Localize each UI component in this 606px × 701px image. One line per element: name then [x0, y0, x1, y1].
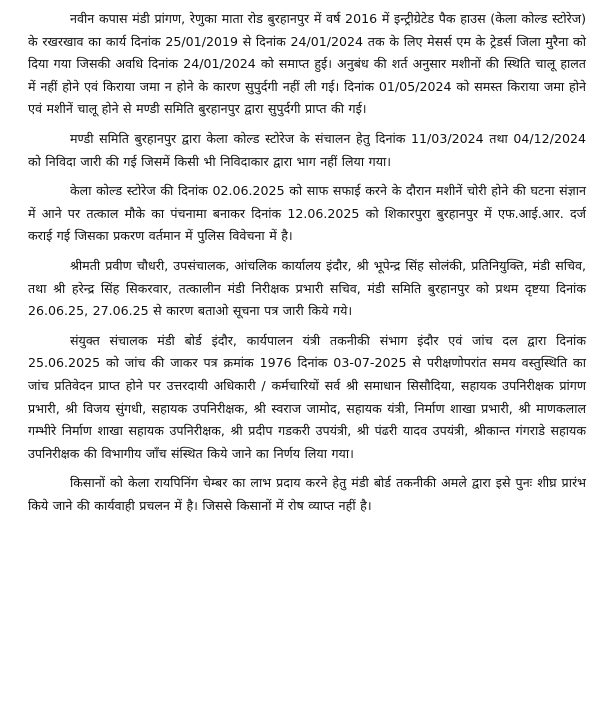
paragraph-restart-action: किसानों को केला रायपिनिंग चेम्बर का लाभ प्रदाय करने हेतु मंडी बोर्ड तकनीकी अमले द्वारा इसे पुनः शीघ्र प्रारंभ किये जाने की कार्यवाही प्रचलन में है। जिससे किसानों में रोष व्याप्त नहीं है।	[28, 475, 586, 513]
paragraph-show-cause-notice: श्रीमती प्रवीण चौधरी, उपसंचालक, आंचलिक कार्यालय इंदौर, श्री भूपेन्द्र सिंह सोलंकी, प्रतिनियुक्ति, मंडी सचिव, तथा श्री हरेन्द्र सिंह सिकरवार, तत्कालीन मंडी निरीक्षक प्रभारी सचिव, मंडी समिति बुरहानपुर को प्रथम दृष्टया दिनांक 26.06.25, 27.06.25 से कारण बताओ सूचना पत्र जारी किये गये।	[28, 257, 586, 319]
paragraph-cold-storage-history: नवीन कपास मंडी प्रांगण, रेणुका माता रोड बुरहानपुर में वर्ष 2016 में इन्ट्रीग्रेटेड पैक हाउस (केला कोल्ड स्टोरेज) के रखरखाव का कार्य दिनांक 25/01/2019 से दिनांक 24/01/2024 तक के लिए मेसर्स एम के ट्रेडर्स जिला मुरैना को दिया गया जिसकी अवधि दिनांक 24/01/2024 को समाप्त हुई। अनुबंध की शर्त अनुसार मशीनों की स्थिति चालू हालत में नहीं होने एवं किराया जमा न होने के कारण सुपुर्दगी नहीं ली गई। दिनांक 01/05/2024 को समस्त किराया जमा होने एवं मशीनें चालू होने से मण्डी समिति बुरहानपुर द्वारा सुपुर्दगी प्राप्त की गई।	[28, 11, 586, 117]
document-body	[28, 8, 586, 524]
paragraph-tender: मण्डी समिति बुरहानपुर द्वारा केला कोल्ड स्टोरेज के संचालन हेतु दिनांक 11/03/2024 तथा 04/12/2024 को निविदा जारी की गई जिसमें किसी भी निविदाकार द्वारा भाग नहीं लिया गया।	[28, 130, 586, 169]
paragraph-departmental-inquiry: संयुक्त संचालक मंडी बोर्ड इंदौर, कार्यपालन यंत्री तकनीकी संभाग इंदौर एवं जांच दल द्वारा दिनांक 25.06.2025 को जांच की जाकर पत्र क्रमांक 1976 दिनांक 03-07-2025 से परीक्षणोपरांत समय वस्तुस्थिति का जांच प्रतिवेदन प्राप्त होने पर उत्तरदायी अधिकारी / कर्मचारियों सर्व श्री समाधान सिसौदिया, सहायक उपनिरीक्षक प्रांगण प्रभारी, श्री विजय सुंगधी, सहायक उपनिरीक्षक, श्री स्वराज जामोद, सहायक यंत्री, निर्माण शाखा प्रभारी, श्री माणकलाल गम्भीरे निर्माण शाखा सहायक उपनिरीक्षक, श्री प्रदीप गडकरी उपयंत्री, श्री पंढरी यादव उपयंत्री, श्रीकान्त गंगराडे सहायक उपनिरीक्षक की विभागीय जाँच संस्थित किये जाने का निर्णय लिया गया।	[28, 332, 586, 461]
paragraph-theft-fir: केला कोल्ड स्टोरेज की दिनांक 02.06.2025 को साफ सफाई करने के दौरान मशीनें चोरी होने की घटना संज्ञान में आने पर तत्काल मौके का पंचनामा बनाकर दिनांक 12.06.2025 को शिकारपुरा बुरहानपुर में एफ.आई.आर. दर्ज कराई गई जिसका प्रकरण वर्तमान में पुलिस विवेचना में है।	[28, 183, 586, 244]
